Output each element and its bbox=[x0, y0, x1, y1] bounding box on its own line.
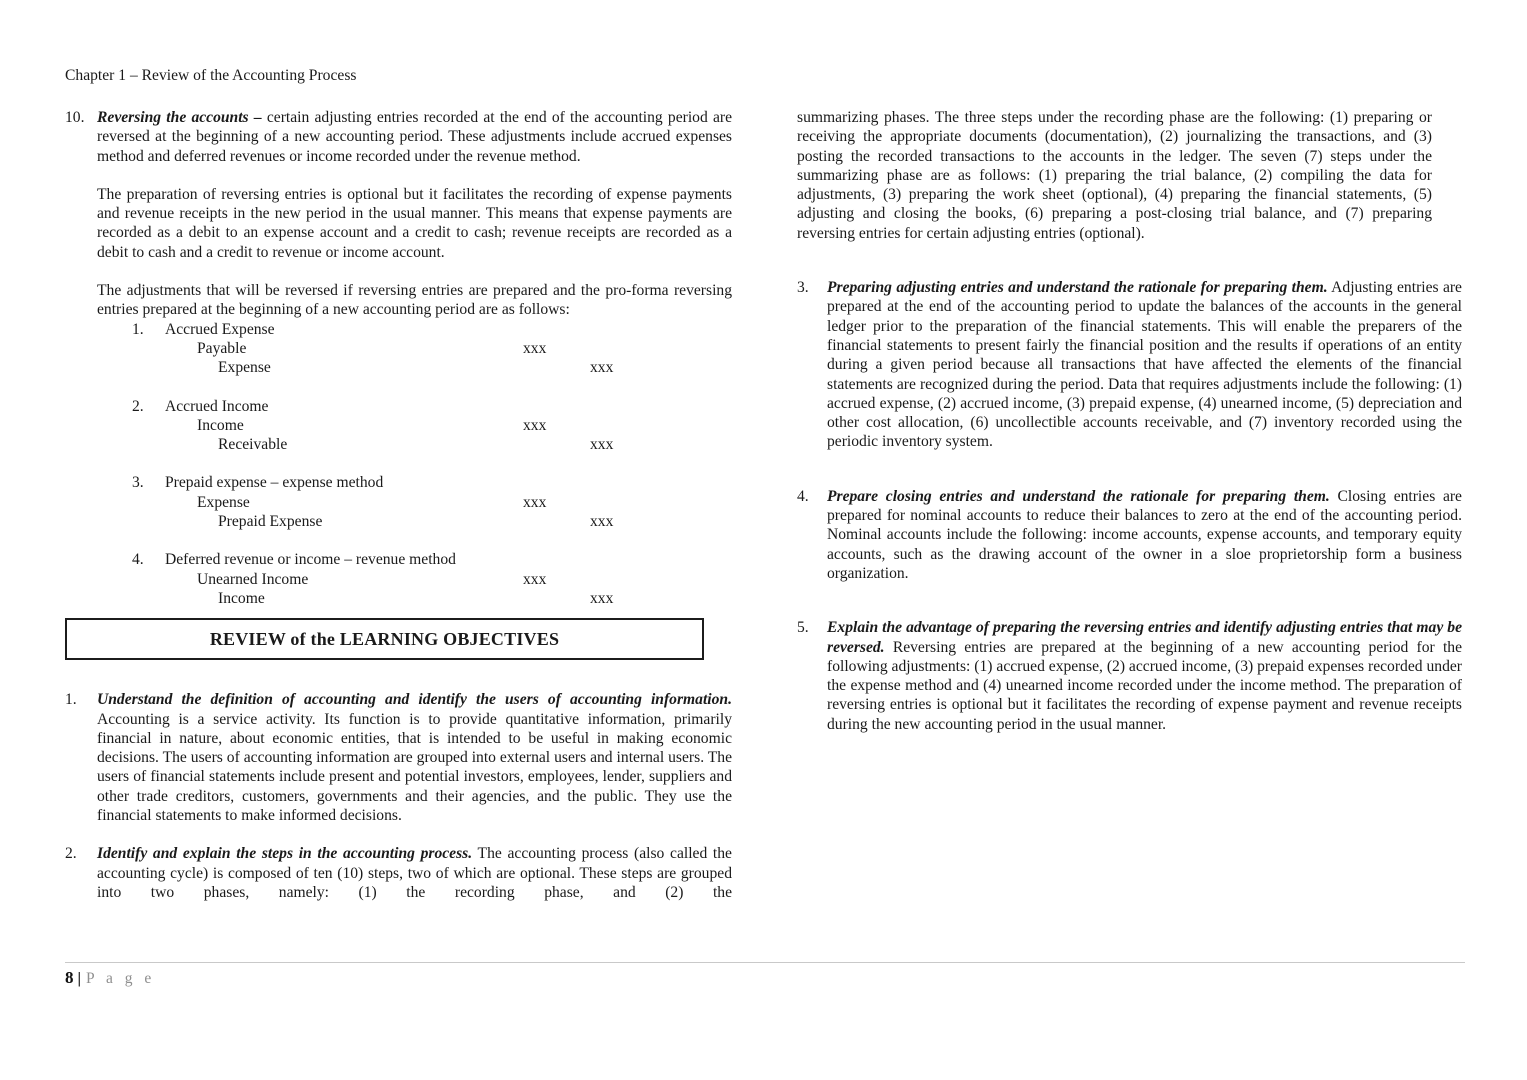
entry-title-row bbox=[65, 473, 732, 492]
objective-lead-text: Explain the advantage of preparing the reversing entries and identify adjusting entries that may be reversed. bbox=[827, 619, 1462, 656]
right-column bbox=[797, 108, 1462, 734]
objective-lead-text: Preparing adjusting entries and understand the rationale for preparing them. bbox=[827, 279, 1328, 297]
review-objectives-box bbox=[65, 618, 704, 660]
objective-number: 2. bbox=[65, 845, 77, 863]
objective-lead-text: Prepare closing entries and understand the rationale for preparing them. bbox=[827, 487, 1330, 505]
entry-number: 3. bbox=[132, 474, 144, 492]
list-item-10 bbox=[65, 108, 732, 320]
credit-amount: xxx bbox=[590, 589, 614, 607]
objective-body-text: Reversing entries are prepared at the beginning of a new accounting period for the following adjustments: (1) accrued expense, (2) accrued income, (3) prepaid expenses recorded under the expense method and (4) unearned income recorded under the income method. The preparation of reversing entries is optional but it facilitates the recording of expense payment and revenue receipts during the new accounting period in the usual manner. bbox=[827, 638, 1462, 733]
objective-body-text: Closing entries are prepared for nominal accounts to reduce their balances to zero at the end of the accounting period. Nominal accounts include the following: income accounts, expense accounts, and temporary equity accounts, such as the drawing account of the owner in a sloe proprietorship form a business organization. bbox=[827, 487, 1462, 582]
entry-number: 4. bbox=[132, 551, 144, 569]
objective-number: 3. bbox=[797, 279, 809, 297]
paragraph bbox=[97, 844, 732, 902]
objective-item-2 bbox=[65, 844, 732, 902]
review-box-title: REVIEW of the LEARNING OBJECTIVES bbox=[209, 629, 560, 650]
objective-body-text: The accounting process (also called the accounting cycle) is composed of ten (10) steps, two of which are optional. These steps are grouped into two phases, namely: (1) the recording phase, and (2) the bbox=[97, 845, 732, 901]
credit-amount: xxx bbox=[590, 436, 614, 454]
credit-amount: xxx bbox=[590, 359, 614, 377]
debit-amount: xxx bbox=[523, 493, 547, 511]
journal-entry-accrued-expense bbox=[65, 320, 732, 378]
objective-number: 1. bbox=[65, 691, 77, 709]
entry-title: Prepaid expense – expense method bbox=[165, 474, 384, 492]
entry-credit-row bbox=[65, 589, 732, 608]
debit-account: Income bbox=[197, 416, 244, 434]
chapter-header: Chapter 1 – Review of the Accounting Process bbox=[65, 67, 357, 84]
objective-body-text: Accounting is a service activity. Its function is to provide quantitative information, primarily financial in nature, about economic entities, that is intended to be useful in making economic decisions. The users of accounting information are grouped into external users and internal users. The users of financial statements include present and potential investors, employees, lender, suppliers and other trade creditors, customers, governments and their agencies, and the public. They use the financial statements to make informed decisions. bbox=[97, 710, 732, 825]
credit-account: Income bbox=[218, 589, 265, 607]
objective-item-5 bbox=[797, 618, 1462, 734]
pro-forma-entries bbox=[65, 320, 732, 609]
footer-divider bbox=[65, 962, 1465, 963]
credit-account: Receivable bbox=[218, 436, 288, 454]
objective-item-4 bbox=[797, 487, 1462, 583]
entry-number: 2. bbox=[132, 397, 144, 415]
journal-entry-deferred-revenue bbox=[65, 550, 732, 608]
debit-account: Expense bbox=[197, 493, 250, 511]
debit-amount: xxx bbox=[523, 416, 547, 434]
list-item-number: 10. bbox=[65, 109, 85, 126]
objective-item-3 bbox=[797, 278, 1462, 452]
paragraph: The preparation of reversing entries is optional but it facilitates the recording of expense payments and revenue receipts in the new period in the usual manner. This means that expense payments are recorded as a debit to an expense account and a credit to cash; revenue receipts are recorded as a debit to cash and a credit to revenue or income account. bbox=[97, 185, 732, 261]
debit-amount: xxx bbox=[523, 339, 547, 357]
paragraph bbox=[827, 278, 1462, 452]
objective-body bbox=[827, 487, 1462, 583]
paragraph: The adjustments that will be reversed if reversing entries are prepared and the pro-forma reversing entries prepared at the beginning of a new accounting period are as follows: bbox=[97, 282, 732, 319]
entry-title: Accrued Income bbox=[165, 397, 269, 415]
page-number: 8 bbox=[65, 968, 74, 987]
list-item-body bbox=[97, 108, 732, 320]
paragraph bbox=[827, 487, 1462, 583]
paragraph bbox=[97, 108, 732, 166]
page-footer bbox=[65, 968, 155, 988]
debit-amount: xxx bbox=[523, 570, 547, 588]
page-footer-label: P a g e bbox=[86, 970, 156, 987]
entry-title-row bbox=[65, 550, 732, 569]
left-column bbox=[65, 108, 732, 902]
journal-entry-prepaid-expense bbox=[65, 473, 732, 531]
objective-body-text: Adjusting entries are prepared at the end of the accounting period to update the balances of the accounts in the general ledger prior to the preparation of the financial statements. This will enable the preparers of the financial statements to present fairly the financial position and the results if operations of an entity during a given period because all transactions that have affected the elements of the financial statements are recognized during the period. Data that requires adjustments include the following: (1) accrued expense, (2) accrued income, (3) prepaid expense, (4) unearned income, (5) depreciation and other cost allocation, (6) uncollectible accounts receivable, and (7) inventory recorded using the periodic inventory system. bbox=[827, 279, 1462, 451]
entry-number: 1. bbox=[132, 320, 144, 338]
objective-body bbox=[827, 278, 1462, 452]
entry-credit-row bbox=[65, 435, 732, 454]
paragraph bbox=[97, 690, 732, 825]
paragraph bbox=[827, 618, 1462, 734]
page-footer-separator: | bbox=[77, 970, 82, 987]
objective-number: 4. bbox=[797, 487, 809, 505]
entry-title: Deferred revenue or income – revenue method bbox=[165, 551, 456, 569]
entry-debit-row bbox=[65, 416, 732, 435]
credit-account: Expense bbox=[218, 359, 271, 377]
objective-lead-text: Understand the definition of accounting and identify the users of accounting information. bbox=[97, 691, 732, 709]
journal-entry-accrued-income bbox=[65, 397, 732, 455]
objective-body bbox=[827, 618, 1462, 734]
objective-item-1 bbox=[65, 690, 732, 825]
entry-credit-row bbox=[65, 358, 732, 377]
entry-title-row bbox=[65, 320, 732, 339]
item-lead-text: Reversing the accounts – bbox=[97, 109, 262, 126]
objective-body bbox=[97, 844, 732, 902]
entry-credit-row bbox=[65, 512, 732, 531]
objective-number: 5. bbox=[797, 619, 809, 637]
credit-account: Prepaid Expense bbox=[218, 513, 323, 531]
entry-debit-row bbox=[65, 570, 732, 589]
entry-debit-row bbox=[65, 493, 732, 512]
entry-debit-row bbox=[65, 339, 732, 358]
debit-account: Unearned Income bbox=[197, 570, 309, 588]
objectives-list-left bbox=[65, 690, 732, 902]
objective-lead-text: Identify and explain the steps in the accounting process. bbox=[97, 845, 473, 863]
debit-account: Payable bbox=[197, 339, 247, 357]
objective-body bbox=[97, 690, 732, 825]
entry-title-row bbox=[65, 397, 732, 416]
continuation-paragraph: summarizing phases. The three steps under the recording phase are the following: (1) preparing or receiving the appropriate documents (documentation), (2) journalizing the transactions, and (3) posting the recorded transactions to the accounts in the ledger. The seven (7) steps under the summarizing phase are as follows: (1) preparing the trial balance, (2) compiling the data for adjustments, (3) preparing the work sheet (optional), (4) preparing the financial statements, (5) adjusting and closing the books, (6) preparing a post-closing trial balance, and (7) preparing reversing entries for certain adjusting entries (optional). bbox=[797, 109, 1432, 242]
entry-title: Accrued Expense bbox=[165, 320, 275, 338]
item-body-text: certain adjusting entries recorded at the end of the accounting period are reversed at the beginning of a new accounting period. These adjustments include accrued expenses method and deferred revenues or income recorded under the revenue method. bbox=[97, 109, 732, 165]
credit-amount: xxx bbox=[590, 513, 614, 531]
